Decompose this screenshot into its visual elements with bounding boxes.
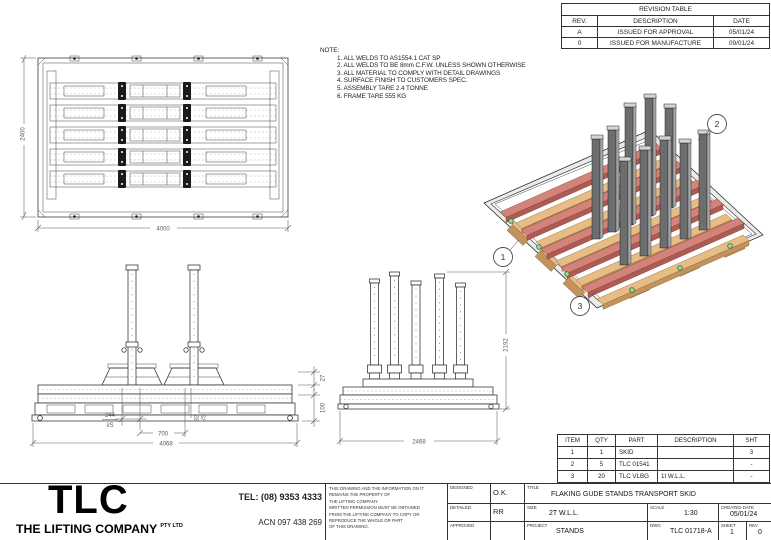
dim-label-lip: 27 bbox=[320, 374, 327, 382]
note-item: 1. ALL WELDS TO AS1554.1 CAT SP bbox=[337, 54, 441, 62]
title-row bbox=[525, 484, 771, 504]
revision-cell: 09/01/24 bbox=[714, 38, 770, 49]
approved-row bbox=[448, 522, 524, 540]
parts-col-header: SHT bbox=[734, 435, 770, 447]
stand-pedestals bbox=[102, 364, 224, 385]
size-label: SIZE bbox=[527, 505, 537, 510]
balloon-3-label: 3 bbox=[577, 301, 583, 311]
created-date-label: CREATED DATE bbox=[721, 505, 754, 510]
note-item: 4. SURFACE FINISH TO CUSTOMERS SPEC. bbox=[337, 77, 468, 85]
title-label: TITLE bbox=[527, 485, 539, 490]
created-date-value: 05/01/24 bbox=[730, 511, 758, 518]
project-value: STANDS bbox=[556, 528, 584, 535]
disclaimer-line: WRITTEN PERMISSION MUST BE OBTAINED bbox=[329, 505, 420, 511]
dimension-4000 bbox=[35, 220, 291, 233]
revision-cell: ISSUED FOR APPROVAL bbox=[598, 27, 714, 38]
dim-label-base: 100 bbox=[320, 402, 327, 414]
dwg-number: TLC 01718-A bbox=[670, 528, 712, 535]
drawing-title: FLAKING GUDE STANDS TRANSPORT SKID bbox=[551, 491, 696, 498]
designed-label: DESIGNED bbox=[450, 485, 473, 490]
note-item: 2. ALL WELDS TO BE 8mm C.F.W. UNLESS SHOWN OTHERWISE bbox=[337, 62, 526, 70]
note-item: 5. ASSEMBLY TARE 2.4 TONNE bbox=[337, 84, 428, 92]
revision-cell: A bbox=[562, 27, 598, 38]
disclaimer-line: THE LIFTING COMPANY. bbox=[329, 498, 379, 504]
balloon-1 bbox=[494, 240, 520, 267]
signoff-cell bbox=[447, 484, 524, 540]
parts-cell: TLC 01541 bbox=[616, 459, 658, 471]
revision-table-title: REVISION TABLE bbox=[562, 4, 770, 16]
note-item: 6. FRAME TARE 555 KG bbox=[337, 92, 407, 100]
parts-cell: 3 bbox=[558, 471, 588, 483]
guide-posts bbox=[368, 272, 468, 379]
company-name-text: THE LIFTING COMPANY bbox=[16, 522, 157, 536]
project-label: PROJECT bbox=[527, 523, 548, 528]
dwg-label: DWG bbox=[650, 523, 661, 528]
note-item: 3. ALL MATERIAL TO COMPLY WITH DETAIL DRAWINGS bbox=[337, 69, 501, 77]
acn-number: ACN 097 438 269 bbox=[258, 518, 322, 527]
parts-row bbox=[558, 459, 770, 471]
revision-row bbox=[562, 38, 770, 49]
skid-base bbox=[338, 379, 499, 409]
dim-label-overall-width: 2468 bbox=[412, 439, 426, 446]
revision-cell: ISSUED FOR MANUFACTURE bbox=[598, 38, 714, 49]
balloon-2-label: 2 bbox=[714, 119, 720, 129]
parts-cell: 1 bbox=[588, 447, 616, 459]
sheet-label: SHEET bbox=[721, 523, 736, 528]
disclaimer-cell bbox=[325, 484, 447, 540]
drawing-info-cell bbox=[524, 484, 771, 540]
title-block bbox=[0, 478, 771, 540]
revision-cell: 05/01/24 bbox=[714, 27, 770, 38]
disclaimer-line: FROM THE LIFTING COMPANY TO COPY OR bbox=[329, 511, 420, 517]
parts-cell: - bbox=[734, 471, 770, 483]
scale-value: 1:30 bbox=[684, 510, 698, 517]
revision-row bbox=[562, 27, 770, 38]
parts-col-header: PART bbox=[616, 435, 658, 447]
parts-row bbox=[558, 447, 770, 459]
parts-cell bbox=[658, 459, 734, 471]
approved-label: APPROVED bbox=[450, 523, 475, 528]
disclaimer-line: OF THIS DRAWING. bbox=[329, 524, 369, 530]
dimension-2400 bbox=[20, 55, 36, 220]
parts-cell: SKID bbox=[616, 447, 658, 459]
front-view-drawing bbox=[15, 258, 330, 453]
company-name bbox=[16, 522, 183, 536]
disclaimer-line: REPRODUCE THE WHOLE OR PART bbox=[329, 518, 404, 524]
project-dwg-row bbox=[525, 522, 771, 540]
isometric-view-drawing bbox=[472, 78, 771, 316]
dim-label-overall-height: 2192 bbox=[503, 338, 510, 352]
dim-label-offset-suffix: I/S bbox=[106, 423, 114, 429]
phone-number: TEL: (08) 9353 4333 bbox=[238, 492, 322, 502]
parts-cell: 5 bbox=[588, 459, 616, 471]
dim-label-overall: 4068 bbox=[159, 441, 173, 448]
parts-cell: 2 bbox=[558, 459, 588, 471]
parts-cell: TLC VLBG bbox=[616, 471, 658, 483]
rev-label: REV bbox=[749, 523, 758, 528]
dimension-27 bbox=[298, 366, 327, 391]
size-value: 2T W.L.L. bbox=[549, 510, 579, 517]
balloon-1-label: 1 bbox=[500, 252, 506, 262]
dim-label-gap: 92 bbox=[194, 414, 201, 422]
disclaimer-line: REMAINS THE PROPERTY OF bbox=[329, 492, 391, 498]
revision-cell: 0 bbox=[562, 38, 598, 49]
dim-label-height: 2400 bbox=[20, 127, 27, 141]
top-view-drawing bbox=[10, 45, 320, 245]
balloon-2 bbox=[698, 115, 727, 141]
notes-label: NOTE: bbox=[320, 47, 340, 54]
parts-cell: 1t W.L.L. bbox=[658, 471, 734, 483]
parts-col-header: ITEM bbox=[558, 435, 588, 447]
sheet-number: 1 bbox=[730, 529, 734, 536]
revision-table bbox=[561, 3, 770, 49]
parts-col-header: DESCRIPTION bbox=[658, 435, 734, 447]
dimension-2468 bbox=[337, 411, 500, 446]
size-scale-row bbox=[525, 504, 771, 522]
parts-cell: 1 bbox=[558, 447, 588, 459]
detailed-label: DETAILED bbox=[450, 505, 471, 510]
company-suffix: PTY LTD bbox=[160, 523, 183, 529]
parts-col-header: QTY bbox=[588, 435, 616, 447]
skid-frame-outline bbox=[38, 58, 288, 217]
disclaimer-line: THIS DRAWING AND THE INFORMATION ON IT bbox=[329, 486, 424, 491]
company-logo: TLC bbox=[48, 478, 129, 522]
guide-post bbox=[184, 265, 204, 385]
detailed-row bbox=[448, 504, 524, 522]
parts-row bbox=[558, 471, 770, 483]
parts-cell bbox=[658, 447, 734, 459]
revision-col-header: REV. bbox=[562, 16, 598, 27]
parts-cell: 20 bbox=[588, 471, 616, 483]
skid-base bbox=[32, 385, 298, 421]
dim-label-spacing: 700 bbox=[157, 431, 169, 438]
contact-cell bbox=[228, 484, 325, 540]
scale-label: SCALE bbox=[650, 505, 665, 510]
designed-value: O.K. bbox=[493, 488, 509, 497]
parts-cell: 3 bbox=[734, 447, 770, 459]
revision-col-header: DESCRIPTION bbox=[598, 16, 714, 27]
detailed-value: RR bbox=[493, 507, 504, 516]
designed-row bbox=[448, 484, 524, 504]
dim-label-gap-suffix: I/S bbox=[201, 414, 208, 422]
dimension-100 bbox=[298, 389, 327, 427]
guide-post bbox=[122, 265, 142, 385]
revision-col-header: DATE bbox=[714, 16, 770, 27]
rev-number: 0 bbox=[758, 529, 762, 536]
parts-cell: - bbox=[734, 459, 770, 471]
dim-label-width: 4000 bbox=[156, 226, 170, 233]
company-logo-cell bbox=[0, 478, 228, 540]
dim-label-offset: 244 bbox=[104, 413, 116, 419]
parts-table bbox=[557, 434, 770, 483]
